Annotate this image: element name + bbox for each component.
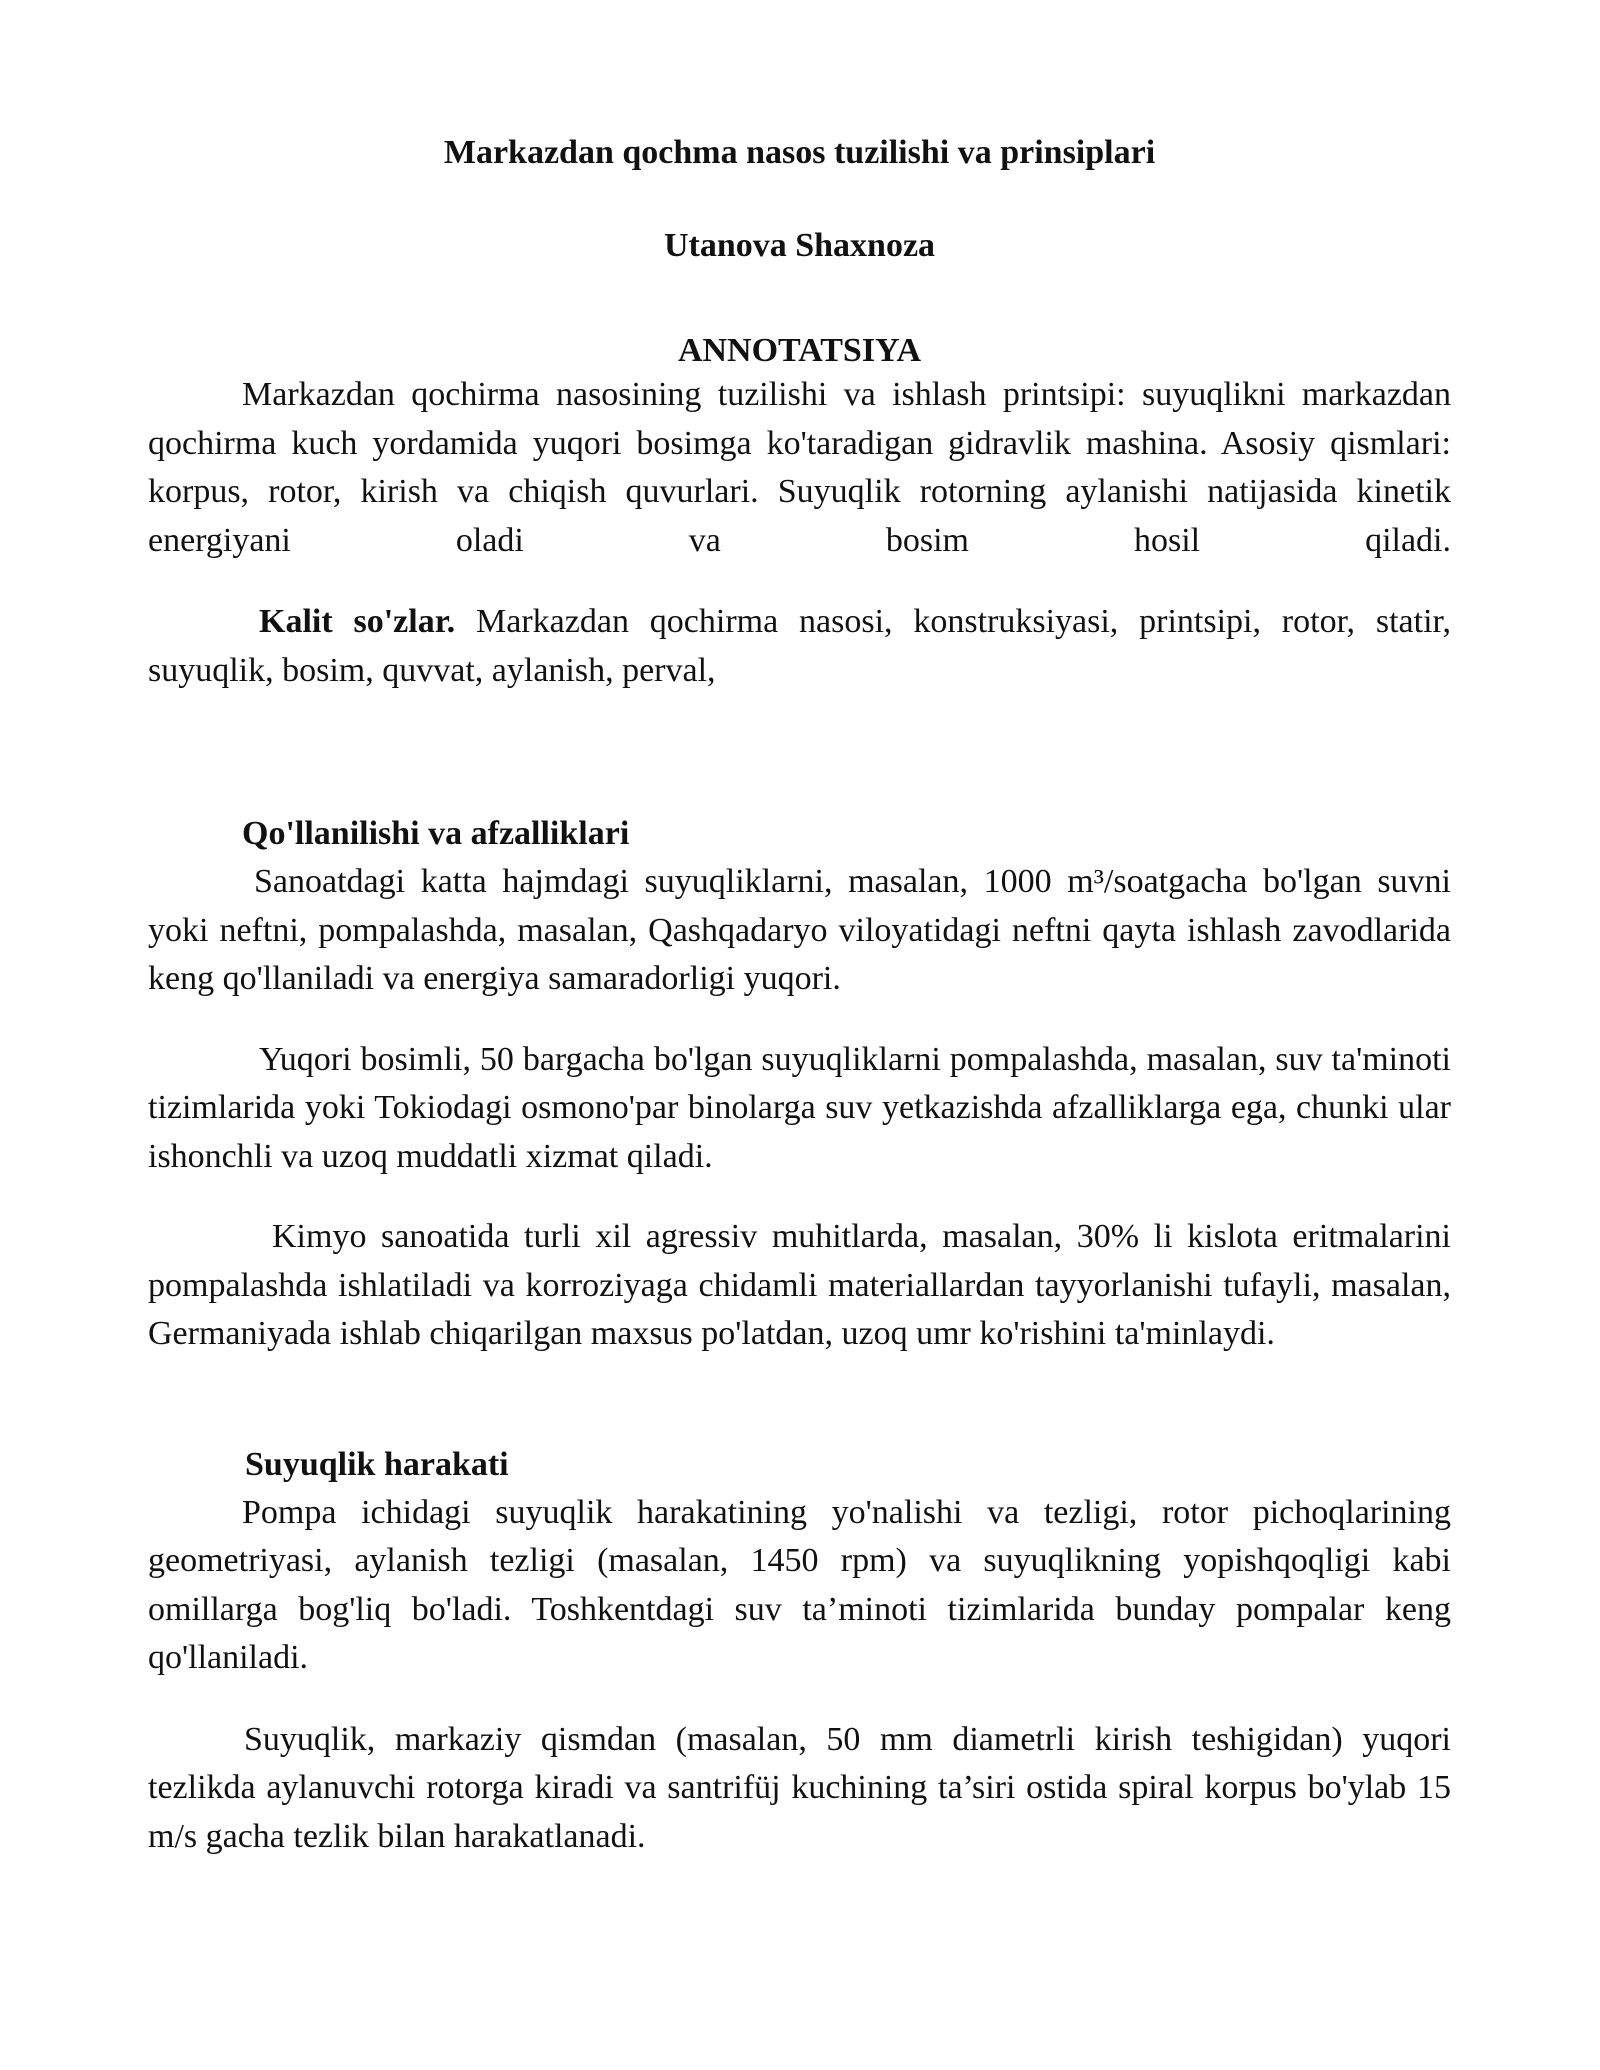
abstract-text: Markazdan qochirma nasosining tuzilishi va ishlash printsipi: suyuqlikni markazdan qochirma kuch yordamida yuqori bosimga ko'taradigan gidravlik mashina. Asosiy qismlari: korpus, rotor, kirish va chiqish quvurlari. Suyuqlik rotorning aylanishi natijasida kinetik energiyani oladi va bosim hosil qiladi. <box>148 376 1451 559</box>
section-paragraph: Yuqori bosimli, 50 bargacha bo'lgan suyuqliklarni pompalashda, masalan, suv ta'minoti tizimlarida yoki Tokiodagi osmono'par binolarga suv yetkazishda afzalliklarga ega, chunki ular ishonchli va uzoq muddatli xizmat qiladi. <box>148 1040 1451 1175</box>
section-paragraph: Kimyo sanoatida turli xil agressiv muhitlarda, masalan, 30% li kislota eritmalarini pompalashda ishlatiladi va korroziyaga chidamli materiallardan tayyorlanishi tufayli, masalan, Germaniyada ishlab chiqarilgan maxsus po'latdan, uzoq umr ko'rishini ta'minlaydi. <box>148 1218 1451 1352</box>
section-paragraph: Pompa ichidagi suyuqlik harakatining yo'nalishi va tezligi, rotor pichoqlarining geometriyasi, aylanish tezligi (masalan, 1450 rpm) va suyuqlikning yopishqoqligi kabi omillarga bog'liq bo'ladi. Toshkentdagi suv ta’minoti tizimlarida bunday pompalar keng qo'llaniladi. <box>148 1493 1451 1676</box>
section-heading-applications: Qo'llanilishi va afzalliklari <box>242 815 630 852</box>
keywords-label: Kalit so'zlar. <box>259 603 456 640</box>
document-page <box>148 0 1451 1861</box>
author-name: Utanova Shaxnoza <box>663 227 936 264</box>
section-heading-fluid-motion: Suyuqlik harakati <box>245 1445 509 1483</box>
section-paragraph: Sanoatdagi katta hajmdagi suyuqliklarni, masalan, 1000 m³/soatgacha bo'lgan suvni yoki neftni, pompalashda, masalan, Qashqadaryo viloyatidagi neftni qayta ishlash zavodlarida keng qo'llaniladi va energiya samaradorligi yuqori. <box>148 863 1451 997</box>
abstract-heading: ANNOTATSIYA <box>677 332 922 369</box>
keywords-paragraph <box>148 598 1451 695</box>
paper-title: Markazdan qochma nasos tuzilishi va prinsiplari <box>443 134 1156 171</box>
section-paragraph: Suyuqlik, markaziy qismdan (masalan, 50 mm diametrli kirish teshigidan) yuqori tezlikda aylanuvchi rotorga kiradi va santrifüj kuchining ta’siri ostida spiral korpus bo'ylab 15 m/s gacha tezlik bilan harakatlanadi. <box>148 1720 1451 1855</box>
keywords-text: Markazdan qochirma nasosi, konstruksiyasi, printsipi, rotor, statir, suyuqlik, bosim, quvvat, aylanish, perval, <box>148 603 1451 689</box>
